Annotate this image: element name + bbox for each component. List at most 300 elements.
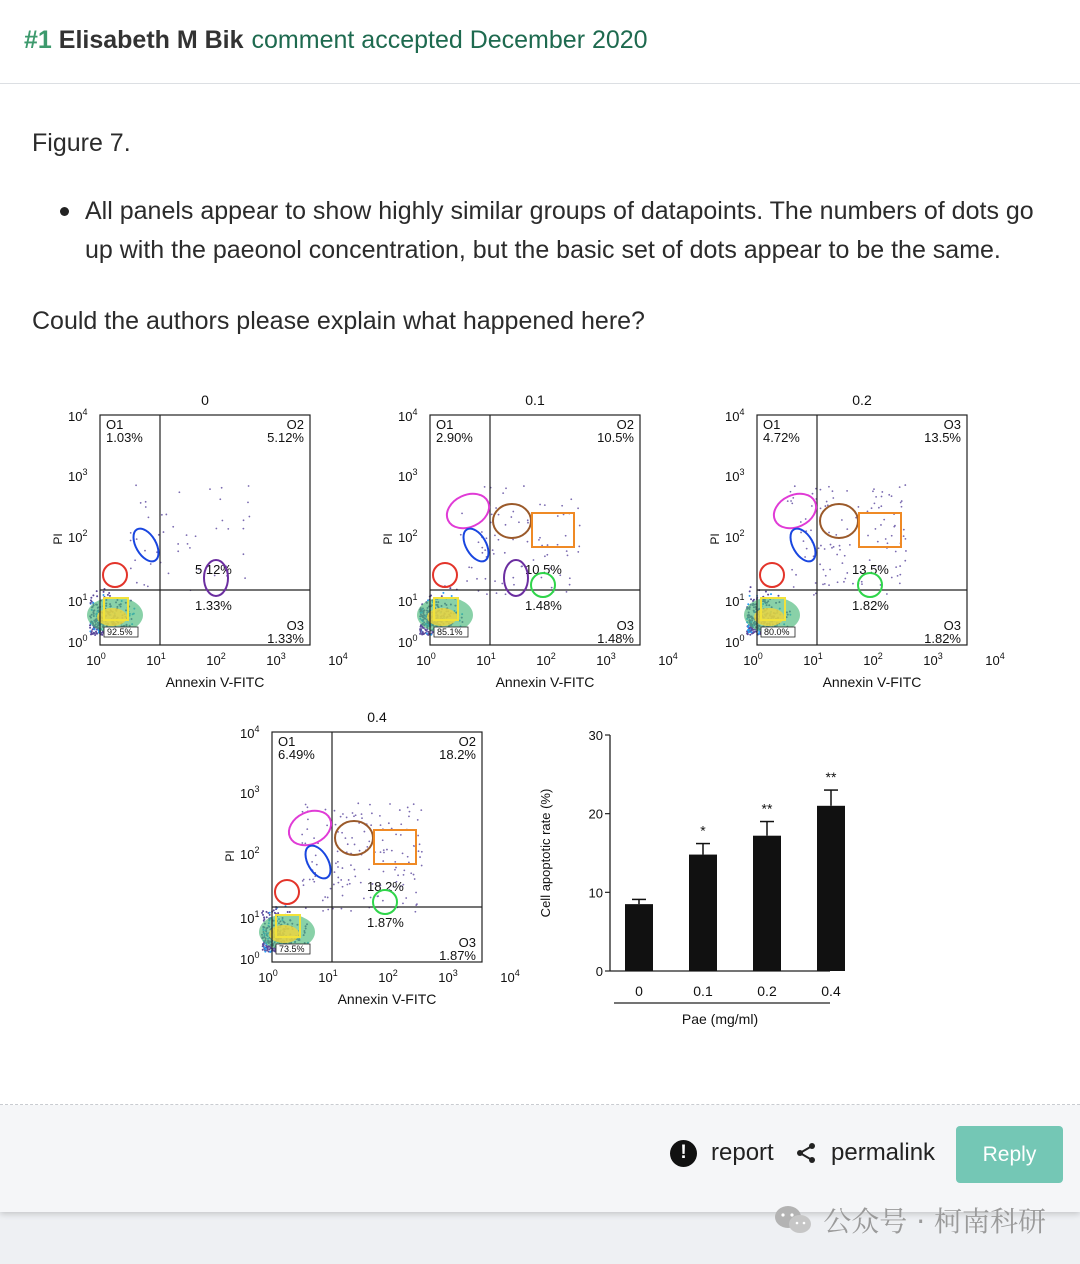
dot: [269, 914, 271, 916]
dot: [402, 902, 404, 904]
mid-upper-value: 10.5%: [525, 562, 562, 577]
dot: [177, 550, 179, 552]
dot: [758, 633, 760, 635]
quadrant-label: O2: [286, 417, 304, 432]
dot: [382, 839, 384, 841]
dot: [418, 850, 420, 852]
dot: [130, 532, 132, 534]
dot: [846, 528, 848, 530]
gate-magenta: [768, 487, 821, 535]
dot: [844, 578, 846, 580]
panel-title: 0: [201, 392, 209, 408]
dot: [815, 582, 817, 584]
dot: [333, 884, 335, 886]
dot: [304, 842, 306, 844]
permalink-label: permalink: [831, 1139, 936, 1166]
dot: [518, 521, 520, 523]
dot: [130, 540, 132, 542]
dot: [354, 869, 356, 871]
dot: [527, 522, 529, 524]
mid-upper-value: 5.12%: [195, 562, 232, 577]
flow-panel-0: [51, 392, 348, 690]
dot: [496, 592, 498, 594]
y-tick-label: $10^2$: [725, 528, 745, 545]
dot: [417, 835, 419, 837]
dot: [275, 908, 277, 910]
dot: [301, 834, 303, 836]
figure-7-graphic: [30, 385, 1050, 1045]
dot: [844, 555, 846, 557]
dot: [219, 498, 221, 500]
dot: [109, 595, 111, 597]
dot: [243, 553, 245, 555]
flow-panel-2: [708, 392, 1005, 690]
dot: [95, 631, 97, 633]
dot: [337, 850, 339, 852]
dot: [504, 552, 506, 554]
dot: [895, 551, 897, 553]
alert-icon: !: [670, 1140, 697, 1167]
dot: [569, 577, 571, 579]
dot: [91, 601, 93, 603]
dot: [419, 628, 421, 630]
x-tick-label: $10^4$: [500, 968, 520, 985]
mid-lower-value: 1.33%: [195, 598, 232, 613]
dot: [366, 846, 368, 848]
dot: [325, 809, 327, 811]
dot: [888, 494, 890, 496]
dot: [383, 852, 385, 854]
comment-author[interactable]: Elisabeth M Bik: [58, 26, 244, 54]
dot: [289, 911, 291, 913]
x-tick-label: 0.2: [757, 983, 777, 999]
gate-brown: [820, 504, 858, 538]
dot: [134, 559, 136, 561]
dot: [492, 549, 494, 551]
dot: [268, 948, 270, 950]
dot: [849, 544, 851, 546]
dot: [512, 577, 514, 579]
dot: [265, 948, 267, 950]
dot: [147, 585, 149, 587]
y-axis-label: PI: [381, 533, 395, 545]
dot: [409, 811, 411, 813]
quadrant-value: 6.49%: [278, 747, 315, 762]
y-tick-label: $10^3$: [240, 784, 260, 801]
quadrant-label: O2: [458, 734, 476, 749]
gate-brown: [493, 504, 531, 538]
quadrant-value: 18.2%: [439, 747, 476, 762]
dot: [905, 538, 907, 540]
dot: [177, 543, 179, 545]
quadrant-label: O1: [763, 417, 781, 432]
dot: [790, 500, 792, 502]
dot: [397, 874, 399, 876]
dot: [209, 488, 211, 490]
dot: [749, 595, 751, 597]
dot: [875, 528, 877, 530]
dot: [846, 572, 848, 574]
dot: [471, 567, 473, 569]
dot: [302, 811, 304, 813]
dot: [410, 872, 412, 874]
dot: [873, 488, 875, 490]
dot: [103, 591, 105, 593]
dot: [301, 842, 303, 844]
dot: [813, 594, 815, 596]
dot: [501, 583, 503, 585]
dot: [869, 559, 871, 561]
dot: [539, 537, 541, 539]
dot: [828, 584, 830, 586]
dot: [557, 515, 559, 517]
mid-lower-value: 1.48%: [525, 598, 562, 613]
dot: [419, 843, 421, 845]
dot: [307, 806, 309, 808]
dot: [872, 490, 874, 492]
gate-red: [760, 563, 784, 587]
dot: [334, 810, 336, 812]
x-tick-label: 0: [635, 983, 643, 999]
x-tick-label: $10^2$: [378, 968, 398, 985]
dot: [130, 568, 132, 570]
q4-value: 80.0%: [764, 627, 790, 637]
dot: [527, 541, 529, 543]
dot: [481, 531, 483, 533]
dot: [94, 634, 96, 636]
density-hot: [269, 925, 299, 943]
dot: [414, 878, 416, 880]
quadrant-value: 1.87%: [439, 948, 476, 963]
permalink-link[interactable]: [795, 1139, 935, 1167]
dot: [895, 566, 897, 568]
dot: [262, 914, 264, 916]
dot: [901, 506, 903, 508]
dot: [341, 832, 343, 834]
dot: [903, 535, 905, 537]
watermark: [773, 1200, 1046, 1240]
dot: [749, 634, 751, 636]
y-tick-label: $10^1$: [68, 592, 88, 609]
dot: [891, 495, 893, 497]
y-tick-label: 0: [595, 964, 603, 979]
dot: [421, 633, 423, 635]
y-tick-label: $10^2$: [398, 528, 418, 545]
y-tick-label: 30: [588, 728, 603, 743]
dot: [337, 866, 339, 868]
dot: [502, 492, 504, 494]
dot: [261, 912, 263, 914]
dot: [485, 578, 487, 580]
bar-0.1: [689, 855, 717, 971]
dot: [824, 583, 826, 585]
quadrant-value: 1.48%: [597, 631, 634, 646]
dot: [354, 844, 356, 846]
x-axis-label: Annexin V-FITC: [165, 674, 265, 690]
dot: [832, 490, 834, 492]
dot: [904, 560, 906, 562]
dot: [421, 851, 423, 853]
dot: [903, 529, 905, 531]
y-axis-label: Cell apoptotic rate (%): [538, 788, 553, 918]
dot: [557, 544, 559, 546]
dot: [832, 497, 834, 499]
mid-lower-value: 1.82%: [852, 598, 889, 613]
dot: [368, 840, 370, 842]
dot: [577, 507, 579, 509]
x-axis-label: Annexin V-FITC: [822, 674, 922, 690]
y-tick-label: $10^4$: [240, 724, 260, 741]
dot: [419, 856, 421, 858]
gate-blue: [785, 524, 820, 565]
dot: [172, 526, 174, 528]
dot: [820, 545, 822, 547]
reply-button[interactable]: Reply: [956, 1126, 1063, 1183]
dot: [337, 861, 339, 863]
dot: [547, 544, 549, 546]
dot: [811, 505, 813, 507]
dot: [92, 594, 94, 596]
dot: [163, 531, 165, 533]
dot: [394, 861, 396, 863]
bar-0: [625, 904, 653, 971]
dot: [91, 630, 93, 632]
quadrant-label: O3: [943, 417, 961, 432]
dot: [881, 491, 883, 493]
dot: [269, 912, 271, 914]
dot: [262, 949, 264, 951]
dot: [791, 569, 793, 571]
quadrant-label: O3: [286, 618, 304, 633]
dot: [830, 544, 832, 546]
x-tick-label: $10^4$: [328, 651, 348, 668]
dot: [478, 541, 480, 543]
x-tick-label: $10^1$: [803, 651, 823, 668]
dot: [833, 546, 835, 548]
dot: [510, 516, 512, 518]
dot: [750, 598, 752, 600]
dot: [505, 487, 507, 489]
dot: [417, 819, 419, 821]
bullet-list: [60, 192, 1050, 270]
dot: [579, 525, 581, 527]
y-tick-label: 20: [588, 806, 603, 822]
dot: [494, 534, 496, 536]
comment-header: [0, 0, 1080, 84]
dot: [905, 550, 907, 552]
dot: [413, 803, 415, 805]
dot: [377, 895, 379, 897]
dot: [569, 584, 571, 586]
y-axis-label: PI: [51, 533, 65, 545]
dot: [340, 816, 342, 818]
bullet-item: All panels appear to show highly similar groups of datapoints. The numbers of dots go up with the paeonol concentration, but the basic set of dots appear to be the same.: [60, 192, 1050, 270]
y-tick-label: $10^0$: [398, 633, 418, 650]
dot: [546, 554, 548, 556]
quadrant-value: 1.03%: [106, 430, 143, 445]
dot: [839, 545, 841, 547]
dot: [148, 516, 150, 518]
dot: [891, 577, 893, 579]
dot: [441, 595, 443, 597]
q4-value: 92.5%: [107, 627, 133, 637]
dot: [880, 505, 882, 507]
y-tick-label: $10^3$: [68, 467, 88, 484]
dot: [244, 577, 246, 579]
figure-image: [30, 385, 1050, 1045]
dot: [900, 502, 902, 504]
x-tick-label: $10^1$: [146, 651, 166, 668]
dot: [484, 486, 486, 488]
y-tick-label: $10^3$: [398, 467, 418, 484]
gate-orange: [859, 513, 901, 547]
dot: [538, 539, 540, 541]
dot: [143, 584, 145, 586]
dot: [883, 519, 885, 521]
significance-mark: *: [700, 822, 706, 839]
dot: [899, 582, 901, 584]
x-tick-label: 0.4: [821, 983, 841, 999]
dot: [96, 633, 98, 635]
dot: [750, 631, 752, 633]
dot: [828, 486, 830, 488]
dot: [383, 849, 385, 851]
dot: [824, 505, 826, 507]
dot: [108, 592, 110, 594]
dot: [395, 833, 397, 835]
mid-upper-value: 13.5%: [852, 562, 889, 577]
wechat-icon: [773, 1204, 813, 1236]
q4-value: 85.1%: [437, 627, 463, 637]
dot: [90, 597, 92, 599]
dot: [878, 507, 880, 509]
dot: [264, 951, 266, 953]
dot: [424, 628, 426, 630]
dot: [195, 535, 197, 537]
dot: [539, 504, 541, 506]
dot: [427, 631, 429, 633]
dot: [578, 546, 580, 548]
comment-number[interactable]: #1: [24, 26, 52, 54]
dot: [306, 828, 308, 830]
x-tick-label: $10^2$: [863, 651, 883, 668]
bar-0.4: [817, 806, 845, 971]
gate-magenta: [441, 487, 494, 535]
dot: [337, 882, 339, 884]
dot: [877, 541, 879, 543]
dot: [413, 874, 415, 876]
dot: [837, 581, 839, 583]
dot: [352, 812, 354, 814]
quadrant-value: 2.90%: [436, 430, 473, 445]
dot: [419, 633, 421, 635]
dot: [350, 864, 352, 866]
dot: [92, 628, 94, 630]
y-tick-label: $10^2$: [68, 528, 88, 545]
dot: [836, 554, 838, 556]
quadrant-value: 13.5%: [924, 430, 961, 445]
dot: [566, 591, 568, 593]
dot: [829, 569, 831, 571]
dot: [360, 882, 362, 884]
dot: [820, 507, 822, 509]
y-tick-label: $10^0$: [725, 633, 745, 650]
question-text: Could the authors please explain what happened here?: [32, 307, 645, 335]
dot: [263, 944, 265, 946]
dot: [388, 822, 390, 824]
dot: [354, 876, 356, 878]
dot: [273, 909, 275, 911]
density-hot: [427, 608, 457, 626]
gate-brown: [335, 821, 373, 855]
dot: [402, 852, 404, 854]
y-tick-label: $10^1$: [398, 592, 418, 609]
dot: [544, 555, 546, 557]
dot: [140, 502, 142, 504]
y-tick-label: $10^1$: [240, 909, 260, 926]
dot: [337, 877, 339, 879]
quadrant-label: O1: [436, 417, 454, 432]
dot: [324, 896, 326, 898]
dot: [899, 574, 901, 576]
dot: [313, 881, 315, 883]
mid-lower-value: 1.87%: [367, 915, 404, 930]
dot: [770, 593, 772, 595]
dot: [403, 869, 405, 871]
dot: [189, 547, 191, 549]
dot: [315, 854, 317, 856]
dot: [852, 583, 854, 585]
quadrant-label: O2: [616, 417, 634, 432]
x-tick-label: $10^3$: [438, 968, 458, 985]
dot: [899, 565, 901, 567]
share-icon: [795, 1142, 817, 1164]
dot: [277, 912, 279, 914]
dot: [867, 535, 869, 537]
x-tick-label: $10^0$: [416, 651, 436, 668]
dot: [400, 834, 402, 836]
dot: [897, 575, 899, 577]
density-dots: [744, 484, 907, 636]
dot: [792, 497, 794, 499]
dot: [567, 554, 569, 556]
gate-blue: [458, 524, 493, 565]
dot: [494, 580, 496, 582]
dot: [874, 502, 876, 504]
dot: [468, 566, 470, 568]
dot: [269, 947, 271, 949]
y-tick-label: $10^0$: [240, 950, 260, 967]
dot: [313, 837, 315, 839]
dot: [407, 807, 409, 809]
dot: [355, 814, 357, 816]
dot: [89, 627, 91, 629]
report-link[interactable]: [670, 1139, 774, 1167]
dot: [498, 514, 500, 516]
dot: [389, 803, 391, 805]
dot: [247, 501, 249, 503]
dot: [886, 593, 888, 595]
comment-footer: [0, 1105, 1080, 1212]
dot: [481, 552, 483, 554]
x-axis-label: Pae (mg/ml): [681, 1011, 759, 1027]
dot: [828, 532, 830, 534]
dot: [420, 809, 422, 811]
dot: [577, 551, 579, 553]
dot: [839, 549, 841, 551]
dot: [368, 868, 370, 870]
dot: [340, 879, 342, 881]
